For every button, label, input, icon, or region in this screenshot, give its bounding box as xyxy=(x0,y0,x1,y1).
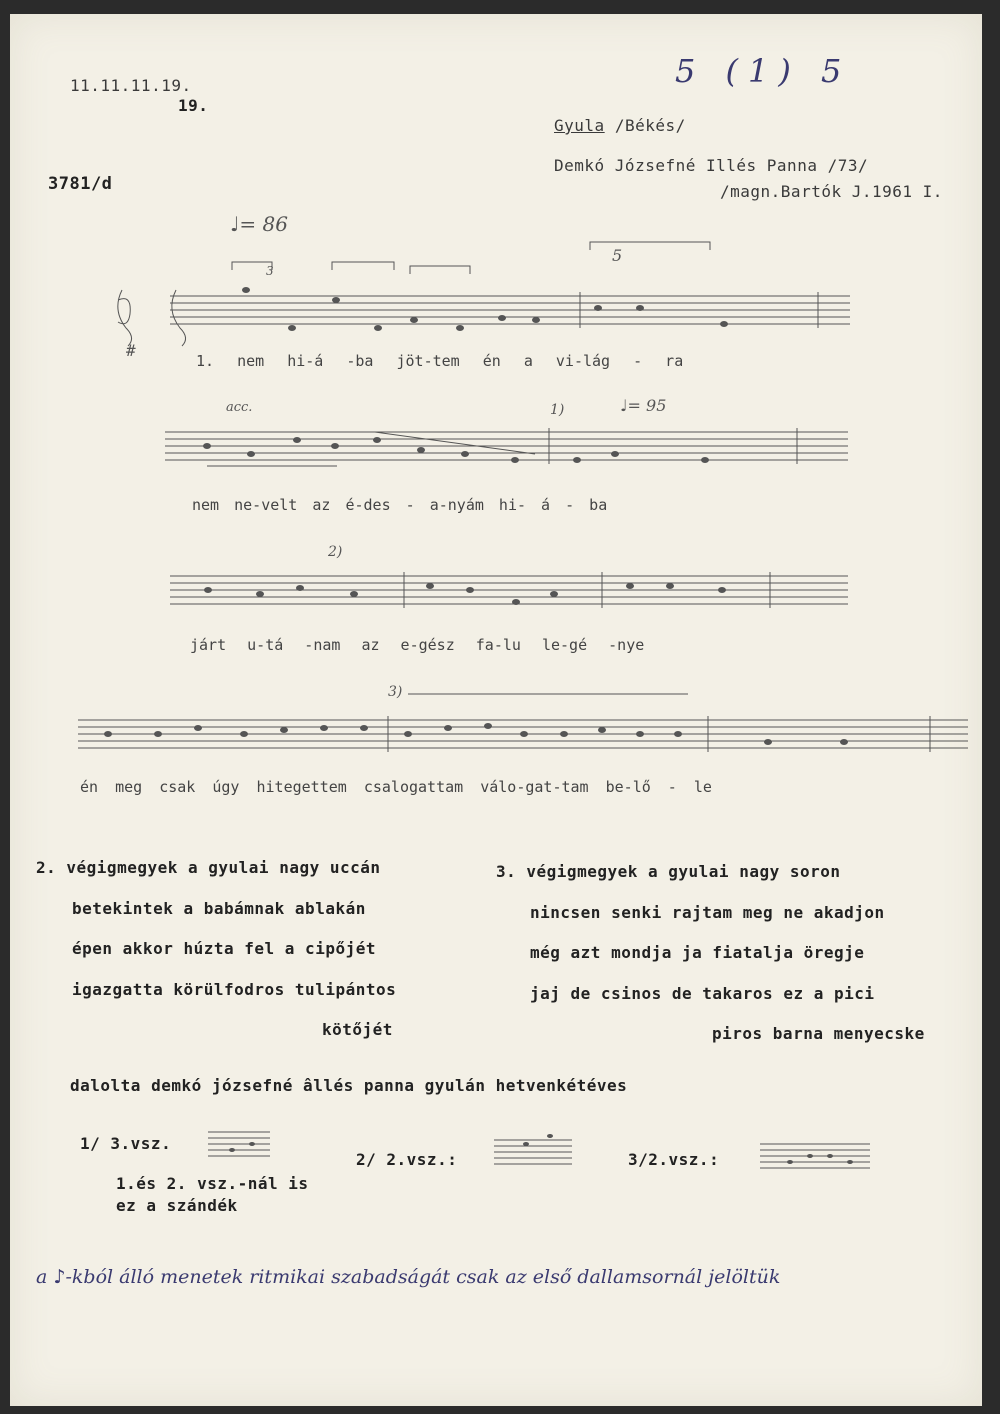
svg-text:#: # xyxy=(126,341,136,360)
date-line-1: 11.11.11.19. xyxy=(70,76,192,95)
triplet-mark: 3 xyxy=(266,264,274,278)
verse-3-line-2: nincsen senki rajtam meg ne akadjon xyxy=(530,902,885,922)
verse-2-line-1: 2. végigmegyek a gyulai nagy uccán xyxy=(36,858,381,877)
handwritten-footnote: a ♪-kból álló menetek ritmikai szabadságát csak az első dallamsornál jelöltük xyxy=(36,1266,781,1288)
note-1-staff-excerpt xyxy=(208,1126,272,1166)
note-1-sub-2: ez a szándék xyxy=(116,1196,238,1215)
location xyxy=(554,116,686,135)
accel-mark: acc. xyxy=(226,400,253,415)
performer: Demkó Józsefné Illés Panna /73/ xyxy=(554,156,869,175)
recording-info: /magn.Bartók J.1961 I. xyxy=(720,182,943,201)
verse-3-line-4: jaj de csinos de takaros ez a pici xyxy=(530,983,875,1003)
marker-1: 1) xyxy=(550,402,565,418)
sung-by-line: dalolta demkó józsefné âllés panna gyulán hetvenkétéves xyxy=(70,1076,628,1095)
music-staff-1 xyxy=(110,270,855,360)
lyrics-line-4: én meg csak úgy hitegettem csalogattam válo-gat-tam be-lő - le xyxy=(80,778,712,796)
music-staff-3 xyxy=(170,564,850,624)
music-staff-2 xyxy=(165,420,850,480)
page-mark-handwritten: 5 (1) 5 xyxy=(675,52,852,90)
verse-2-line-3: épen akkor húzta fel a cipőjét xyxy=(72,939,376,958)
verse-2-line-2: betekintek a babámnak ablakán xyxy=(72,898,366,918)
archive-number: 3781/d xyxy=(48,174,113,194)
note-2-label: 2/ 2.vsz.: xyxy=(356,1150,458,1169)
note-3-staff-excerpt xyxy=(760,1134,872,1178)
fermata-number: 5 xyxy=(612,246,623,265)
verse-3-line-5: piros barna menyecske xyxy=(712,1024,925,1043)
verse-2-line-5: kötőjét xyxy=(322,1020,393,1039)
verse-3-line-1: 3. végigmegyek a gyulai nagy soron xyxy=(496,862,841,881)
marker-2: 2) xyxy=(328,544,343,560)
marker-3: 3) xyxy=(388,684,403,700)
lyrics-line-2: nem ne-velt az é-des - a-nyám hi- á - ba xyxy=(192,496,608,514)
location-county: /Békés/ xyxy=(614,116,686,135)
note-2-staff-excerpt xyxy=(494,1130,574,1174)
music-staff-4 xyxy=(78,708,970,768)
tempo-mark-2: ♩= 95 xyxy=(620,396,667,415)
verse-3 xyxy=(496,852,925,1055)
verse-2 xyxy=(36,848,396,1051)
location-place: Gyula xyxy=(554,116,605,135)
verse-3-line-3: még azt mondja ja fiatalja öregje xyxy=(530,943,865,962)
note-1-sub-1: 1.és 2. vsz.-nál is xyxy=(116,1174,309,1193)
note-1-label: 1/ 3.vsz. xyxy=(80,1134,172,1153)
tempo-mark-1: ♩= 86 xyxy=(230,212,288,236)
lyrics-line-3: járt u-tá -nam az e-gész fa-lu le-gé -nye xyxy=(190,636,645,654)
date-line-2: 19. xyxy=(178,96,209,115)
verse-2-line-4: igazgatta körülfodros tulipántos xyxy=(72,979,397,999)
note-3-label: 3/2.vsz.: xyxy=(628,1150,720,1169)
lyrics-line-1: 1. nem hi-á -ba jöt-tem én a vi-lág - ra xyxy=(196,352,684,370)
